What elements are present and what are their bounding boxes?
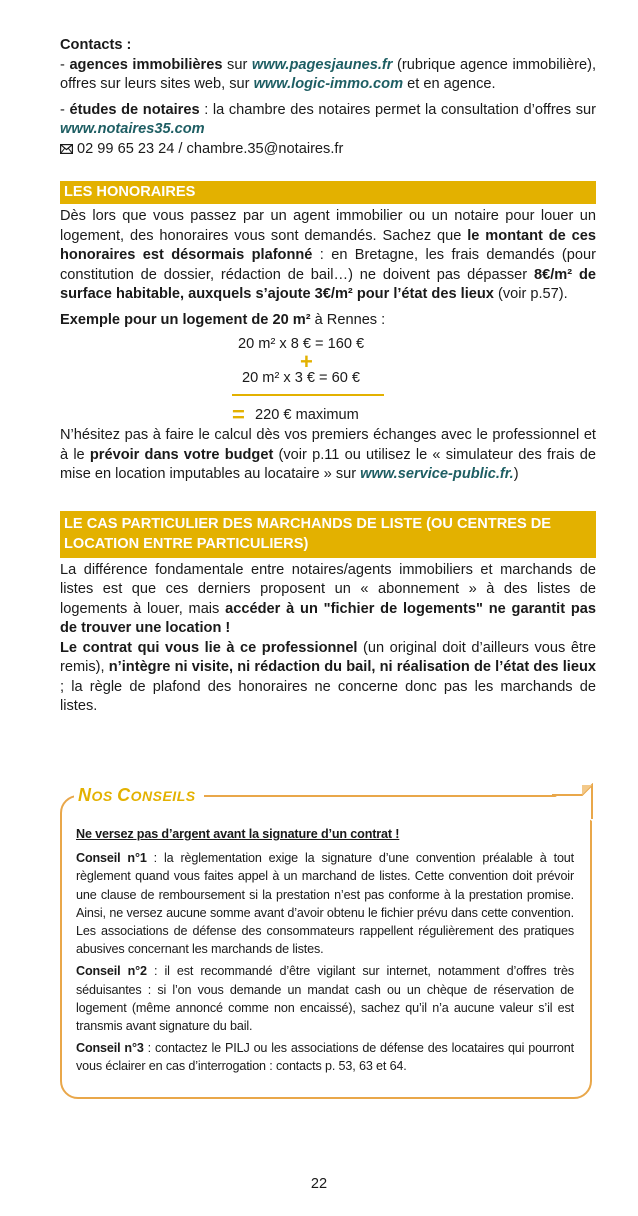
calc-total: 220 € maximum — [255, 407, 359, 423]
envelope-icon — [60, 141, 73, 151]
honoraires-paragraph: Dès lors que vous passez par un agent immobilier ou un notaire pour louer un logement, des honoraires vous sont demandés. Sachez que le montant de ces honoraires est désormais plafonné : en Bretagne, les frais demandés (pour constitution de dossier, rédaction de bail…) ne doivent pas dépasser 8€/m² de surface habitable, auxquels s’ajoute 3€/m² pour l’état des lieux (voir p.57). — [60, 208, 596, 302]
logic-immo-link[interactable]: www.logic-immo.com — [253, 76, 404, 92]
advice-title: NOS CONSEILS — [74, 785, 204, 806]
advice-body — [76, 825, 574, 1080]
section-title-honoraires: LES HONORAIRES — [60, 181, 596, 202]
budget-paragraph: N’hésitez pas à faire le calcul dès vos premiers échanges avec le professionnel et à le prévoir dans votre budget (voir p.11 ou utilisez le « simulateur des frais de mise en location imputables au locataire » sur www.service-public.fr.) — [60, 427, 596, 482]
calc-line-1: 20 m² x 8 € = 160 € — [238, 336, 365, 352]
contacts-heading: Contacts : — [60, 37, 132, 53]
advice-conseil-3: Conseil n°3 : contactez le PILJ ou les associations de défense des locataires qui pourront vous éclairer en cas d’interrogation : contacts p. 53, 63 et 64. — [76, 1041, 574, 1074]
page-number: 22 — [310, 1176, 328, 1192]
pagesjaunes-link[interactable]: www.pagesjaunes.fr — [251, 56, 393, 73]
advice-conseil-1: Conseil n°1 : la règlementation exige la signature d’une convention préalable à tout règlement quand vous faites appel à un marchand de listes. Cette convention doit prévoir une clause de remboursement si la prestation n’est pas conforme à la prestation promise. Ainsi, ne versez aucune somme avant d’avoir obtenu le fichier prévu dans cette convention. Les associations de défense des consommateurs rappellent régulièrement des pratiques abusives concernant les marchands de listes. — [76, 851, 574, 957]
contacts-phone-email: 02 99 65 23 24 / chambre.35@notaires.fr — [60, 140, 596, 160]
service-public-link[interactable]: www.service-public.fr. — [360, 466, 514, 482]
example-line: Exemple pour un logement de 20 m² à Rennes : — [60, 311, 386, 328]
section-rule — [60, 556, 596, 558]
equals-sign: = — [232, 402, 245, 427]
notaires35-link[interactable]: www.notaires35.com — [60, 121, 205, 137]
section-rule — [60, 202, 596, 204]
advice-conseil-2: Conseil n°2 : il est recommandé d’être vigilant sur internet, notamment d’offres très séduisantes : si l’on vous demande un mandat cash ou un chèque de réservation de logement (même annoncé comme non encaissé), sachez qu’il n’a aucune valeur s’il est transmis avant signature du bail. — [76, 964, 574, 1034]
contacts-agences: - agences immobilières sur www.pagesjaunes.fr (rubrique agence immobilière), offres sur leurs sites web, sur www.logic-immo.com et en agence. — [60, 56, 596, 92]
calc-rule — [232, 394, 384, 396]
marchands-paragraph: La différence fondamentale entre notaires/agents immobiliers et marchands de listes est que ces derniers proposent un « abonnement » à des listes de logements à louer, mais accéder à un "fichier de logements" ne garantit pas de trouver une location ! Le contrat qui vous lie à ce professionnel (un original doit d’ailleurs vous être remis), n’intègre ni visite, ni rédaction du bail, ni réalisation de l’état des lieux ; la règle de plafond des honoraires ne concerne donc pas les marchands de listes. — [60, 561, 596, 714]
calc-line-2: 20 m² x 3 € = 60 € — [242, 370, 361, 386]
plus-sign: + — [300, 349, 313, 374]
advice-box — [60, 785, 592, 1098]
section-title-marchands: LE CAS PARTICULIER DES MARCHANDS DE LISTE (OU CENTRES DE LOCATION ENTRE PARTICULIERS) — [60, 511, 596, 556]
contacts-notaires: - études de notaires : la chambre des notaires permet la consultation d’offres sur www.notaires35.com — [60, 101, 596, 137]
page-content — [60, 36, 596, 717]
page-fold-icon — [552, 783, 594, 821]
fee-calculation — [60, 334, 596, 426]
advice-warning: Ne versez pas d’argent avant la signature d’un contrat ! — [76, 827, 400, 841]
